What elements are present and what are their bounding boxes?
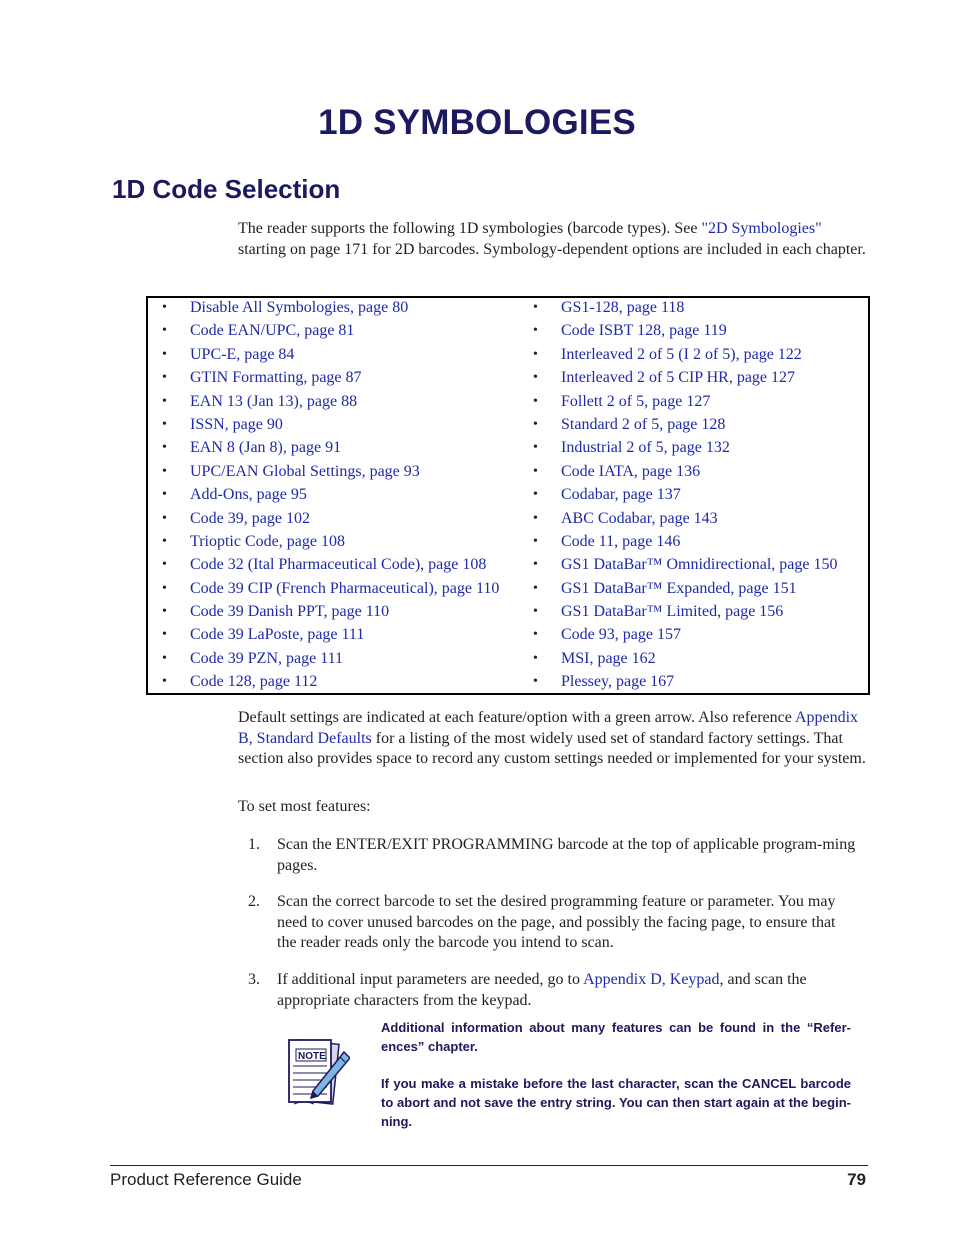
step-text-before: If additional input parameters are needed, go to <box>277 971 584 988</box>
bullet-icon: • <box>533 416 538 432</box>
symbology-list-item <box>148 485 499 508</box>
step-number: 3. <box>248 971 260 988</box>
symbology-list-right <box>519 298 838 696</box>
symbology-link[interactable]: GS1 DataBar™ Limited, page 156 <box>561 603 784 621</box>
symbology-list-item <box>519 509 838 532</box>
symbology-link[interactable]: Plessey, page 167 <box>561 673 675 691</box>
symbology-link[interactable]: Code 39 CIP (French Pharmaceutical), page 110 <box>190 579 500 597</box>
symbology-link[interactable]: Code 39, page 102 <box>190 509 310 527</box>
symbology-list-item <box>148 462 499 485</box>
symbology-link[interactable]: Add-Ons, page 95 <box>190 486 307 504</box>
bullet-icon: • <box>162 323 167 339</box>
symbology-list-item <box>519 532 838 555</box>
step-text <box>277 892 858 954</box>
bullet-icon: • <box>533 510 538 526</box>
symbology-list-item <box>148 532 499 555</box>
symbology-link[interactable]: Code 11, page 146 <box>561 532 681 550</box>
symbology-link[interactable]: UPC-E, page 84 <box>190 345 295 363</box>
symbology-list-left <box>148 298 499 696</box>
symbology-list-item <box>148 298 499 321</box>
symbology-list-item <box>148 509 499 532</box>
note-pencil-icon <box>284 1034 350 1110</box>
symbology-link[interactable]: Code 32 (Ital Pharmaceutical Code), page 108 <box>190 556 487 574</box>
symbology-link[interactable]: Code 39 Danish PPT, page 110 <box>190 603 390 621</box>
link-appendix-d[interactable]: Appendix D, Keypad <box>583 971 720 988</box>
bullet-icon: • <box>533 533 538 549</box>
bullet-icon: • <box>533 370 538 386</box>
symbology-list-item <box>519 672 838 695</box>
symbology-link[interactable]: Code 39 LaPoste, page 111 <box>190 626 365 644</box>
symbology-link[interactable]: EAN 13 (Jan 13), page 88 <box>190 392 358 410</box>
symbology-list-item <box>148 672 499 695</box>
step-item <box>248 835 858 876</box>
symbology-list-item <box>519 462 838 485</box>
symbology-list-item <box>519 368 838 391</box>
bullet-icon: • <box>533 674 538 690</box>
symbology-link[interactable]: Trioptic Code, page 108 <box>190 532 345 550</box>
symbology-list-item <box>519 345 838 368</box>
bullet-icon: • <box>533 440 538 456</box>
step-text-before: Scan the correct barcode to set the desired programming feature or parameter. You may need to cover unused barcodes on the page, and possibly the facing page, to ensure that the reader reads only the barcode you intend to scan. <box>277 893 836 951</box>
symbology-link[interactable]: Follett 2 of 5, page 127 <box>561 392 711 410</box>
defaults-paragraph <box>238 708 868 770</box>
symbology-link[interactable]: Code ISBT 128, page 119 <box>561 322 727 340</box>
chapter-title: 1D SYMBOLOGIES <box>318 103 636 142</box>
symbology-link[interactable]: Industrial 2 of 5, page 132 <box>561 439 730 457</box>
bullet-icon: • <box>162 463 167 479</box>
bullet-icon: • <box>533 487 538 503</box>
symbology-link[interactable]: Interleaved 2 of 5 CIP HR, page 127 <box>561 369 796 387</box>
symbology-link[interactable]: Standard 2 of 5, page 128 <box>561 415 726 433</box>
bullet-icon: • <box>162 370 167 386</box>
symbology-list-item <box>519 579 838 602</box>
note-text-2: If you make a mistake before the last character, scan the CANCEL barcode to abort and not save the entry string. You can then start again at the begin-ning. <box>381 1076 851 1129</box>
symbology-link[interactable]: Code 39 PZN, page 111 <box>190 649 344 667</box>
bullet-icon: • <box>533 393 538 409</box>
bullet-icon: • <box>533 300 538 315</box>
footer-divider <box>110 1165 868 1166</box>
bullet-icon: • <box>533 604 538 620</box>
symbology-list-item <box>519 392 838 415</box>
symbology-link[interactable]: GS1-128, page 118 <box>561 299 685 316</box>
bullet-icon: • <box>162 604 167 620</box>
bullet-icon: • <box>533 463 538 479</box>
bullet-icon: • <box>162 393 167 409</box>
symbology-list-item <box>148 438 499 461</box>
step-number: 2. <box>248 893 260 910</box>
bullet-icon: • <box>533 580 538 596</box>
symbology-link[interactable]: Code 128, page 112 <box>190 673 318 691</box>
symbology-list-item <box>148 415 499 438</box>
bullet-icon: • <box>162 346 167 362</box>
symbology-link[interactable]: Disable All Symbologies, page 80 <box>190 299 409 316</box>
symbology-list-item <box>519 485 838 508</box>
bullet-icon: • <box>162 650 167 666</box>
symbology-list-item <box>519 602 838 625</box>
bullet-icon: • <box>162 300 167 315</box>
step-text-after: , and scan the appropriate characters from the keypad. <box>277 971 807 1009</box>
symbology-list-item <box>519 298 838 321</box>
bullet-icon: • <box>162 533 167 549</box>
symbology-list-box <box>146 296 870 695</box>
symbology-list-item <box>148 321 499 344</box>
bullet-icon: • <box>162 510 167 526</box>
symbology-list-item <box>519 555 838 578</box>
symbology-list-item <box>148 392 499 415</box>
bullet-icon: • <box>533 346 538 362</box>
to-set-text: To set most features: <box>238 798 371 815</box>
bullet-icon: • <box>533 323 538 339</box>
bullet-icon: • <box>533 627 538 643</box>
step-item <box>248 892 858 954</box>
section-title: 1D Code Selection <box>112 174 341 204</box>
defaults-text-after: for a listing of the most widely used set of standard factory settings. That section also provides space to record any custom settings needed or implemented for your system. <box>238 729 866 767</box>
bullet-icon: • <box>162 557 167 573</box>
intro-text-after: starting on page 171 for 2D barcodes. Symbology-dependent options are included in each chapter. <box>238 240 866 258</box>
link-appendix-b[interactable]: Appendix B, Standard Defaults <box>238 709 859 747</box>
step-text-before: Scan the ENTER/EXIT PROGRAMMING barcode at the top of applicable program-ming pages. <box>277 836 856 874</box>
symbology-link[interactable]: Code EAN/UPC, page 81 <box>190 322 355 340</box>
symbology-link[interactable]: GTIN Formatting, page 87 <box>190 369 362 387</box>
symbology-link[interactable]: GS1 DataBar™ Omnidirectional, page 150 <box>561 556 838 574</box>
bullet-icon: • <box>162 580 167 596</box>
step-item <box>248 970 858 1011</box>
symbology-list-item <box>148 602 499 625</box>
symbology-link[interactable]: UPC/EAN Global Settings, page 93 <box>190 462 420 480</box>
note-text-1: Additional information about many features can be found in the “Refer-ences” chapter. <box>381 1020 851 1054</box>
symbology-list-item <box>148 345 499 368</box>
symbology-list-item <box>519 438 838 461</box>
symbology-link[interactable]: Code 93, page 157 <box>561 626 681 644</box>
symbology-list-item <box>519 649 838 672</box>
step-number: 1. <box>248 836 260 853</box>
symbology-link[interactable]: Code IATA, page 136 <box>561 462 701 480</box>
symbology-link[interactable]: MSI, page 162 <box>561 649 656 667</box>
symbology-list-item <box>519 415 838 438</box>
symbology-link[interactable]: GS1 DataBar™ Expanded, page 151 <box>561 579 797 597</box>
page-number: 79 <box>847 1170 866 1189</box>
defaults-text-before: Default settings are indicated at each feature/option with a green arrow. Also reference <box>238 709 795 726</box>
step-text <box>277 970 858 1011</box>
bullet-icon: • <box>162 416 167 432</box>
bullet-icon: • <box>533 650 538 666</box>
bullet-icon: • <box>162 627 167 643</box>
bullet-icon: • <box>162 440 167 456</box>
symbology-link[interactable]: ISSN, page 90 <box>190 415 283 433</box>
symbology-list-item <box>519 625 838 648</box>
bullet-icon: • <box>162 487 167 503</box>
symbology-link[interactable]: Codabar, page 137 <box>561 486 681 504</box>
symbology-link[interactable]: EAN 8 (Jan 8), page 91 <box>190 439 342 457</box>
footer-guide-title: Product Reference Guide <box>110 1170 302 1189</box>
symbology-link[interactable]: ABC Codabar, page 143 <box>561 509 718 527</box>
symbology-list-item <box>519 321 838 344</box>
symbology-list-item <box>148 368 499 391</box>
symbology-link[interactable]: Interleaved 2 of 5 (I 2 of 5), page 122 <box>561 345 802 363</box>
link-2d-symbologies[interactable]: "2D Symbologies" <box>701 220 822 237</box>
intro-text-before: The reader supports the following 1D symbologies (barcode types). See <box>238 220 702 237</box>
step-text <box>277 835 858 876</box>
symbology-list-item <box>148 649 499 672</box>
symbology-list-item <box>148 555 499 578</box>
bullet-icon: • <box>162 674 167 690</box>
note-label: NOTE <box>298 1051 326 1062</box>
symbology-list-item <box>148 579 499 602</box>
symbology-list-item <box>148 625 499 648</box>
bullet-icon: • <box>533 557 538 573</box>
intro-paragraph <box>238 219 868 260</box>
